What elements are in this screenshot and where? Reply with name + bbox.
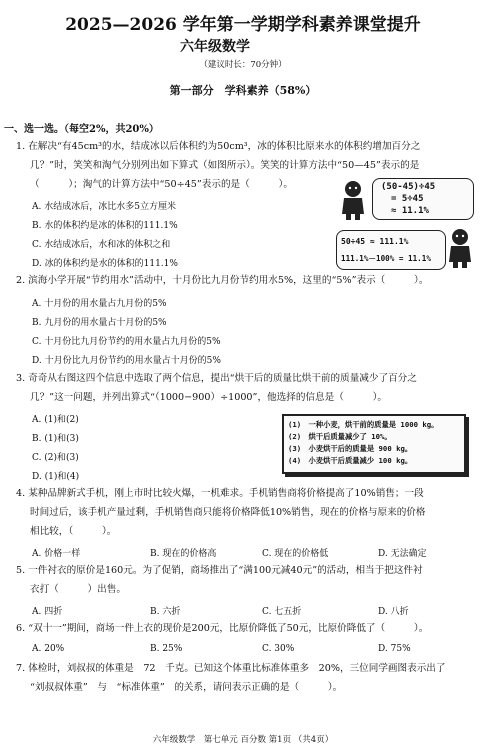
calc2-line2: 111.1%－100% = 11.1% [341,254,431,263]
q4-option-b: B. 现在的价格高 [150,549,217,559]
part-title: 第一部分 学科素养（58%） [169,84,317,97]
q7-line2: “刘叔叔体重” 与 “标准体重” 的关系，请问表示正确的是（ ）。 [30,682,343,693]
q6-option-b: B. 25% [150,644,183,654]
q3-line1: 3. 奇奇从右图这四个信息中选取了两个信息，提出“烘干后的质量比烘干前的质量减少了百分之 [16,373,417,384]
child-figure-icon [338,180,368,220]
q1-option-b: B. 水的体积约是冰的体积的111.1% [32,221,178,231]
q3-line2: 几？”这一问题，并列出算式“（1000−900）÷1000”，他选择的信息是（ ）。 [30,392,387,403]
q3-option-a: A. (1)和(2) [32,415,79,425]
q5-line1: 5. 一件衬衣的原价是160元。为了促销，商场推出了“满100元减40元”的活动，相当于把这件衬 [16,565,423,576]
q6-line1: 6. “双十一”期间，商场一件上衣的现价是200元，比原价降低了50元，比原价降低了（ ）。 [16,623,429,634]
q1-option-a: A. 水结成冰后，冰比水多5立方厘米 [32,202,176,212]
q4-option-c: C. 现在的价格低 [262,549,329,559]
q3-info-1: (1) 一种小麦，烘干前的质量是 1000 kg。 [288,420,439,429]
q6-option-a: A. 20% [32,644,65,654]
q5-option-a: A. 四折 [32,607,63,617]
q3-option-c: C. (2)和(3) [32,453,79,463]
q2-option-a: A. 十月份的用水量占九月份的5% [32,299,167,309]
q4-option-a: A. 价格一样 [32,549,81,559]
q1-illustration [336,176,476,272]
q4-option-d: D. 无法确定 [378,549,427,559]
q2-option-b: B. 九月份的用水量占十月份的5% [32,318,167,328]
q3-info-3: (3) 小麦烘干后的质量是 900 kg。 [288,444,413,453]
q2-option-d: D. 十月份比九月份节约的用水量占十月份的5% [32,356,221,366]
q5-line2: 衣打（ ）出售。 [30,584,126,595]
calc1-line2: = 5÷45 [391,194,424,204]
calc-bubble-1 [372,178,474,220]
page-title: 2025—2026 学年第一学期学科素养课堂提升 [65,15,421,35]
q3-info-card [282,414,466,474]
q3-info-4: (4) 小麦烘干后质量减少 100 kg。 [288,456,413,465]
time-note: （建议时长：70分钟） [199,60,287,70]
child-figure-icon [446,228,474,268]
calc1-line3: ≈ 11.1% [391,206,429,216]
q4-line3: 相比较，（ ）。 [30,526,117,537]
q1-option-d: D. 冰的体积约是水的体积的111.1% [32,259,178,269]
section-title: 一、选一选。（每空2%，共20%） [4,124,159,135]
q5-option-b: B. 六折 [150,607,181,617]
q4-line1: 4. 某种品牌新式手机，刚上市时比较火爆，一机难求。手机销售商将价格提高了10%销售；一段 [16,488,424,499]
q3-option-d: D. (1)和(4) [32,472,80,482]
q6-option-d: D. 75% [378,644,411,654]
q1-line1: 1. 在解决“有45cm³的水，结成冰以后体积约为50cm³，冰的体积比原来水的体积约增加百分之 [16,141,421,152]
q3-info-2: (2) 烘干后质量减少了 10%。 [288,432,392,441]
q2-line1: 2. 滨海小学开展“节约用水”活动中，十月份比九月份节约用水5%，这里的“5%”表示（ ）。 [16,275,429,286]
q5-option-d: D. 八折 [378,607,409,617]
q2-option-c: C. 十月份比九月份节约的用水量占九月份的5% [32,337,221,347]
q7-line1: 7. 体检时，刘叔叔的体重是 72 千克。已知这个体重比标准体重多 20%，三位同学画图表示出了 [16,663,446,674]
calc1-line1: (50-45)÷45 [381,182,436,192]
q1-line3: （ ）；淘气的计算方法中“50÷45”表示的是（ ）。 [30,179,293,190]
page-footer: 六年级数学 第七单元 百分数 第1页 （共4页） [152,735,334,745]
page-subtitle: 六年级数学 [180,39,250,55]
q6-option-c: C. 30% [262,644,295,654]
calc-bubble-2 [336,230,446,270]
calc2-line1: 50÷45 ≈ 111.1% [341,237,409,246]
q5-option-c: C. 七五折 [262,607,302,617]
q4-line2: 时间过后，该手机产量过剩，手机销售商只能将价格降低10%销售，现在的价格与原来的价格 [30,507,426,518]
q1-option-c: C. 水结成冰后，水和冰的体积之和 [32,240,171,250]
q1-line2: 几？”时，笑笑和淘气分别列出如下算式（如图所示）。笑笑的计算方法中“50—45”表示的是 [30,160,420,171]
q3-option-b: B. (1)和(3) [32,434,79,444]
